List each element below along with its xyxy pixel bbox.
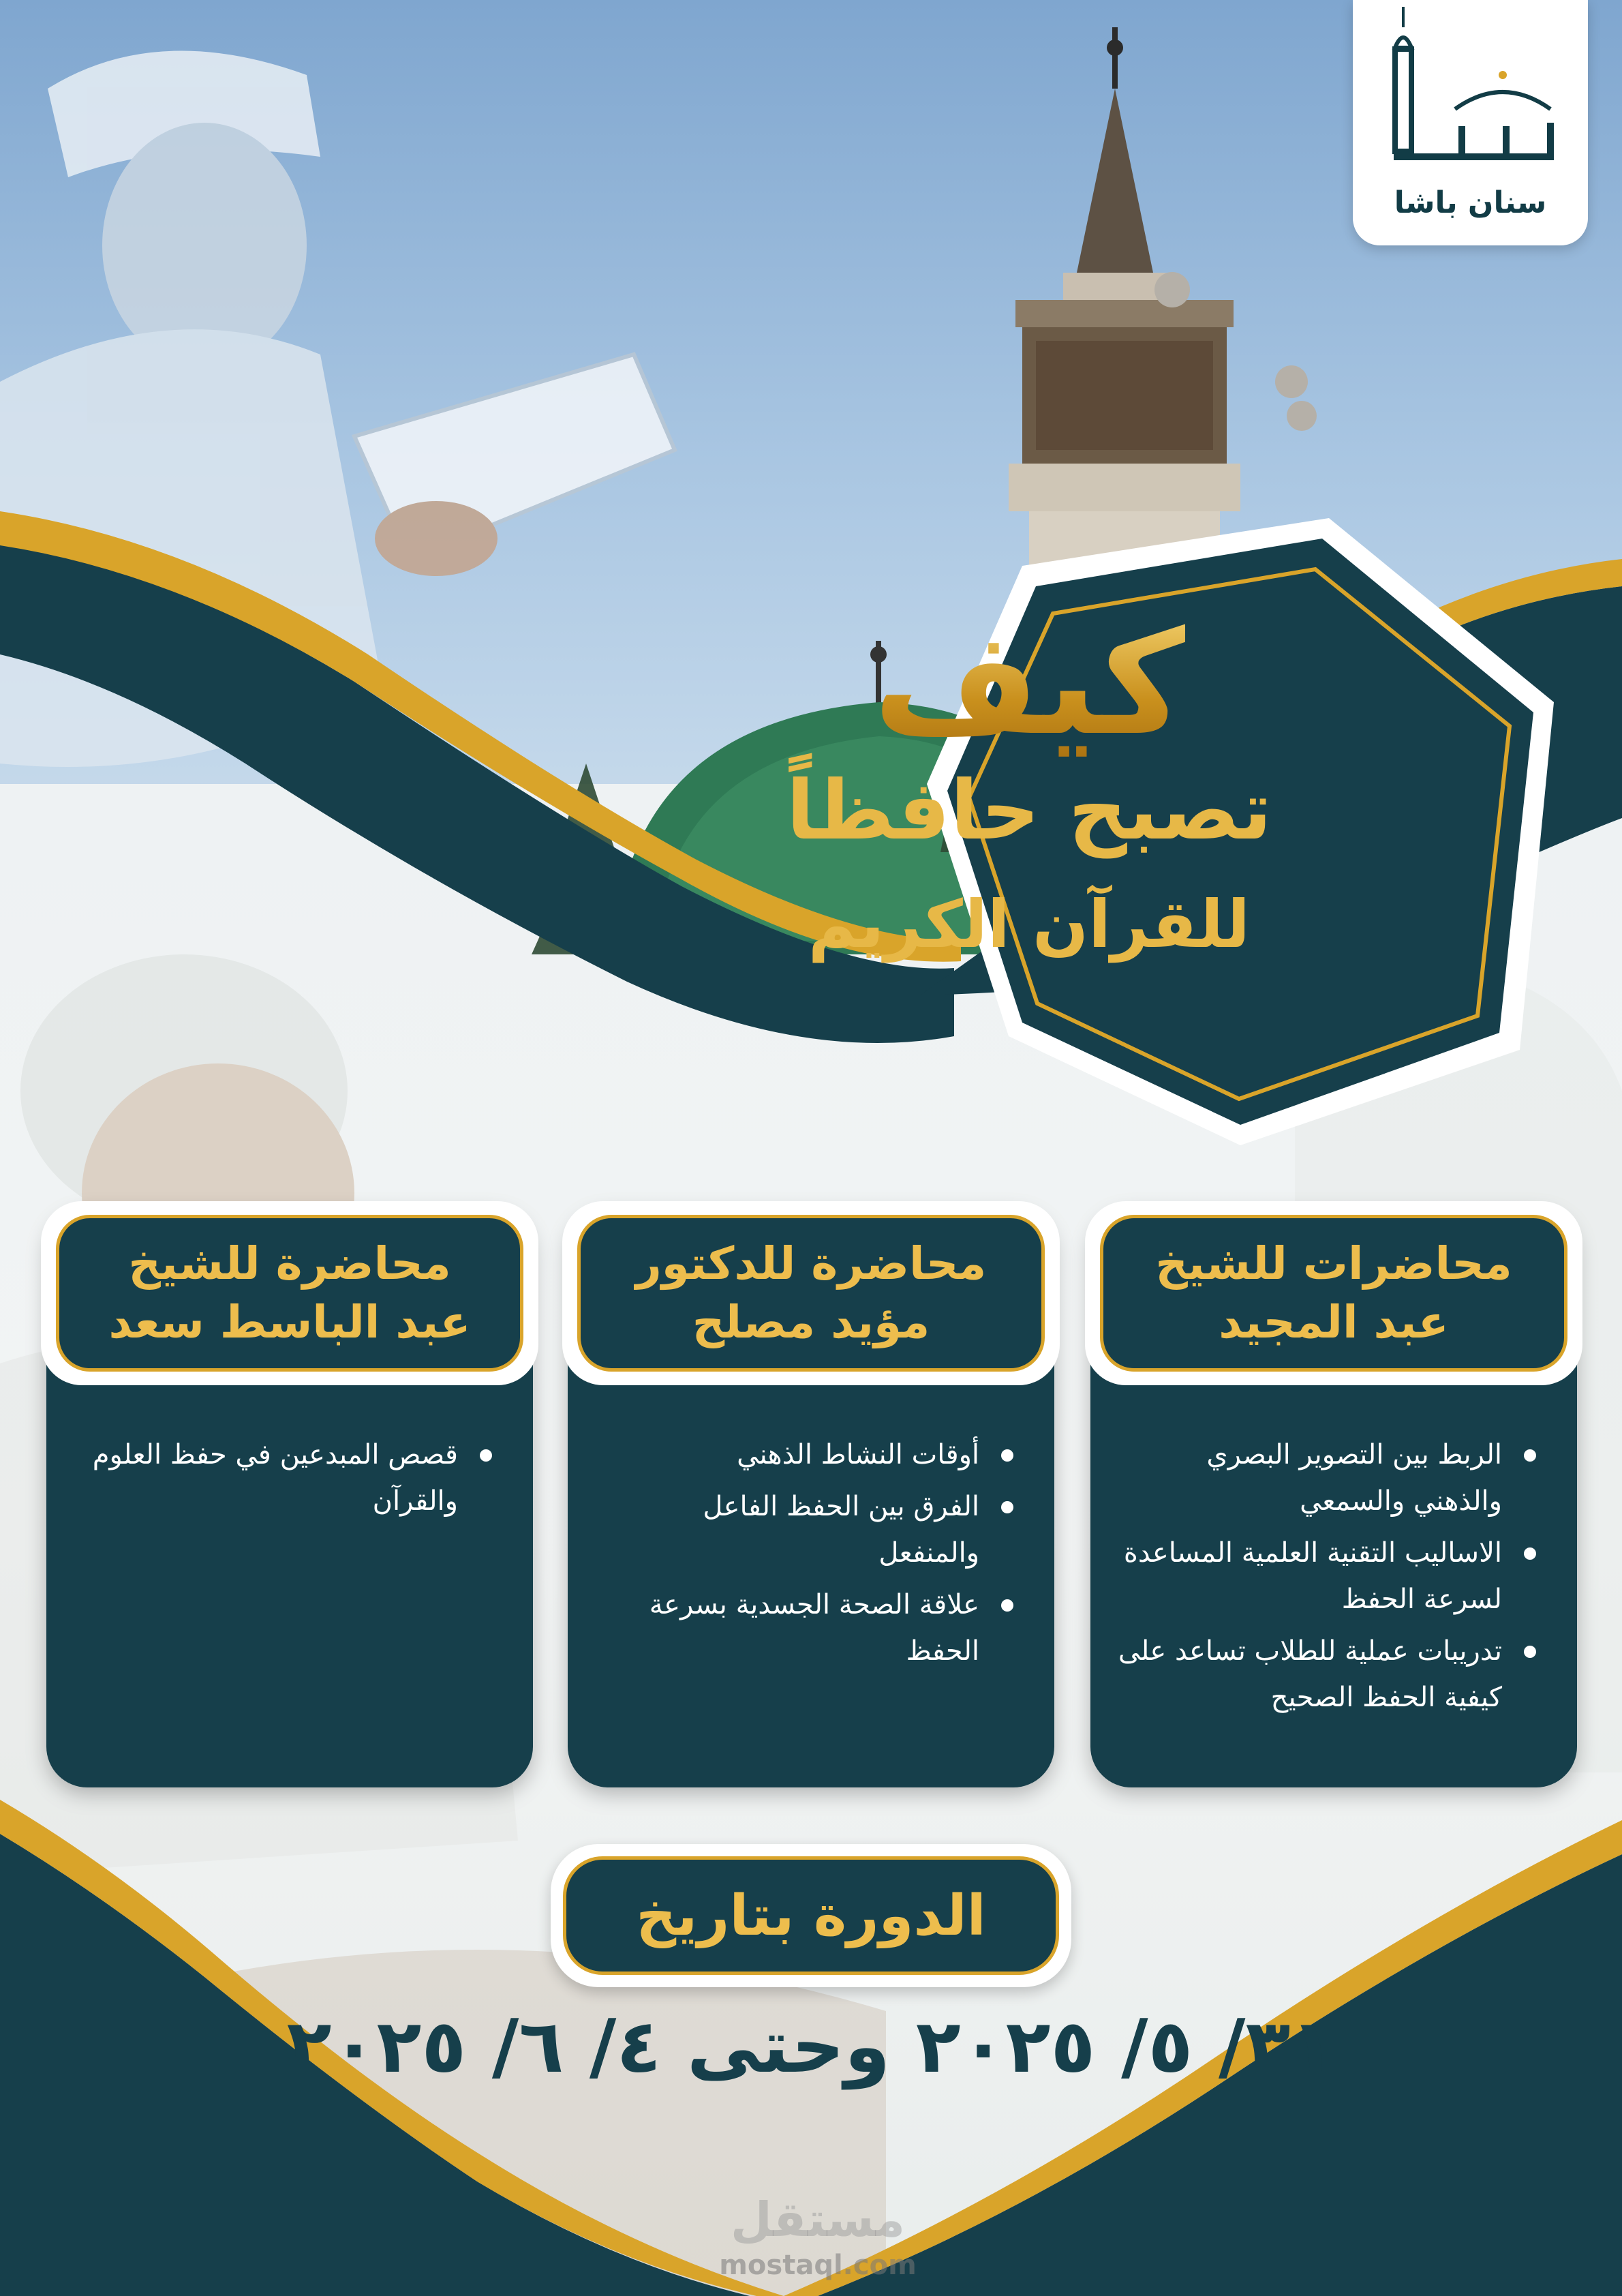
- card-title-line-1: محاضرات للشيخ: [1155, 1237, 1512, 1290]
- card-header: [577, 1215, 1045, 1372]
- title-line-3: للقرآن الكريم: [808, 886, 1251, 963]
- list-item: قصص المبدعين في حفظ العلوم والقرآن: [74, 1432, 492, 1524]
- logo-card: [1353, 0, 1588, 245]
- date-badge-inner: [563, 1856, 1059, 1975]
- card-header-frame: [562, 1201, 1060, 1385]
- date-badge: [551, 1844, 1071, 1987]
- title-line-1: كيف: [688, 600, 1370, 767]
- list-item: الربط بين التصوير البصري والذهني والسمعي: [1118, 1432, 1536, 1524]
- card-title-line-2: عبد المجيد: [1219, 1296, 1449, 1348]
- card-title-line-1: محاضرة للدكتور: [635, 1237, 987, 1290]
- title-line-2: تصبح حافظاً: [786, 764, 1272, 858]
- card-header: [56, 1215, 523, 1372]
- watermark-latin: mostaql.com: [719, 2250, 917, 2281]
- card-header: [1100, 1215, 1567, 1372]
- card-title-line-2: مؤيد مصلح: [692, 1296, 930, 1348]
- lecture-card-2: [568, 1207, 1054, 1787]
- mosque-minaret-icon: [1380, 7, 1564, 177]
- card-title-line-1: محاضرة للشيخ: [128, 1237, 451, 1290]
- list-item: أوقات النشاط الذهني: [595, 1432, 1013, 1478]
- card-header-frame: [41, 1201, 538, 1385]
- logo-name: سنان باشا: [1394, 185, 1547, 220]
- date-label: الدورة بتاريخ: [636, 1883, 986, 1948]
- lecture-card-1: [1090, 1207, 1577, 1787]
- card-header-frame: [1085, 1201, 1582, 1385]
- list-item: تدريبات عملية للطلاب تساعد على كيفية الحفظ الصحيح: [1118, 1628, 1536, 1721]
- card-list: [74, 1432, 492, 1530]
- date-range: ٣١/ ٥/ ٢٠٢٥ وحتى ٤/ ٦/ ٢٠٢٥: [286, 2004, 1336, 2089]
- lecture-card-3: [46, 1207, 533, 1787]
- list-item: علاقة الصحة الجسدية بسرعة الحفظ: [595, 1582, 1013, 1674]
- list-item: الفرق بين الحفظ الفاعل والمنفعل: [595, 1483, 1013, 1576]
- card-list: [595, 1432, 1013, 1680]
- list-item: الاساليب التقنية العلمية المساعدة لسرعة الحفظ: [1118, 1530, 1536, 1622]
- card-title-line-2: عبد الباسط سعد: [108, 1296, 471, 1348]
- watermark-arabic: مستقل: [730, 2192, 905, 2248]
- card-list: [1118, 1432, 1536, 1726]
